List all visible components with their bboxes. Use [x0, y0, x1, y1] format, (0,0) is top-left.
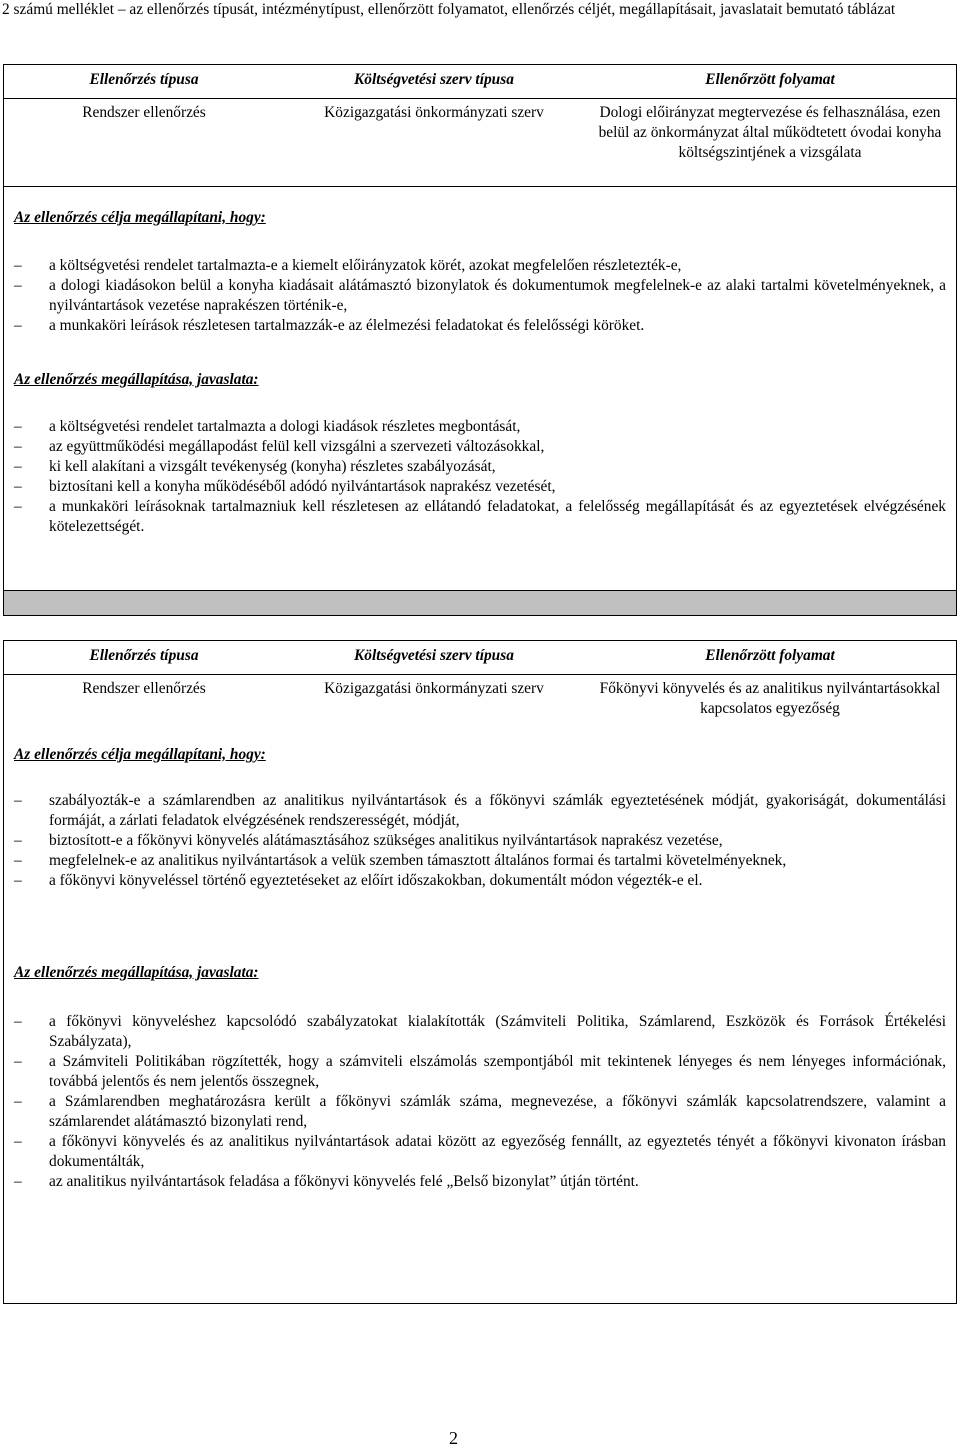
list-item: – a Számviteli Politikában rögzítették, hogy a számviteli elszámolás szempontjából mit tekintenek lényeges és nem lényeges információnak, továbbá jelentős és nem jelentős összegnek,	[4, 1052, 956, 1092]
header-process: Ellenőrzött folyamat	[705, 71, 835, 88]
list-item: – a munkaköri leírásoknak tartalmazniuk kell részletesen az ellátandó feladatokat, a felelősség megállapítását és az egyeztetések elvégzésének kötelezettségét.	[4, 497, 956, 537]
goal-title: Az ellenőrzés célja megállapítani, hogy:	[14, 209, 266, 226]
header-control-type: Ellenőrzés típusa	[89, 71, 199, 88]
list-item: – a főkönyvi könyveléshez kapcsolódó szabályzatokat kialakították (Számviteli Politika, Számlarend, Eszközök és Források Értékelési Szabályzata),	[4, 1012, 956, 1052]
finding-title: Az ellenőrzés megállapítása, javaslata:	[14, 964, 259, 981]
value-budget-type: Közigazgatási önkormányzati szerv	[324, 680, 544, 697]
list-item: – szabályozták-e a számlarendben az analitikus nyilvántartások és a főkönyvi számlák egyeztetésének módját, gyakoriságát, dokumentálási formáját, a zárlati feladatok elvégzésének rendszerességét, módját,	[4, 791, 956, 831]
list-item: – a költségvetési rendelet tartalmazta-e a kiemelt előirányzatok körét, azokat megfelelően részletezték-e,	[4, 256, 956, 276]
list-item: – ki kell alakítani a vizsgált tevékenység (konyha) részletes szabályozását,	[4, 457, 956, 477]
table-header-row	[4, 641, 956, 675]
list-item: – biztosított-e a főkönyvi könyvelés alátámasztásához szükséges analitikus nyilvántartások naprakész vezetése,	[4, 831, 956, 851]
value-control-type: Rendszer ellenőrzés	[82, 680, 206, 697]
intro-text: 2 számú melléklet – az ellenőrzés típusát, intézménytípust, ellenőrzött folyamatot, ellenőrzés céljét, megállapításait, javaslatait bemutató táblázat	[2, 1, 896, 18]
header-budget-type: Költségvetési szerv típusa	[354, 647, 514, 664]
table-header-row	[4, 65, 956, 99]
goal-list	[4, 791, 956, 891]
goal-list	[4, 256, 956, 336]
page-number: 2	[449, 1428, 458, 1448]
list-item: – a főkönyvi könyveléssel történő egyeztetéseket az előírt időszakokban, dokumentált módon végezték-e el.	[4, 871, 956, 891]
value-process: Dologi előirányzat megtervezése és felhasználása, ezen belül az önkormányzat által működtetett óvodai konyha költségszintjének a vizsgálata	[598, 104, 942, 161]
list-item: – a munkaköri leírások részletesen tartalmazzák-e az élelmezési feladatokat és felelősségi köröket.	[4, 316, 956, 336]
list-item: – megfelelnek-e az analitikus nyilvántartások a velük szemben támasztott általános formai és tartalmi követelményeknek,	[4, 851, 956, 871]
finding-list	[4, 417, 956, 537]
list-item: – biztosítani kell a konyha működéséből adódó nyilvántartások naprakész vezetését,	[4, 477, 956, 497]
goal-title: Az ellenőrzés célja megállapítani, hogy:	[14, 746, 266, 763]
list-item: – a Számlarendben meghatározásra került a főkönyvi számlák száma, megnevezése, a főkönyvi számlák kapcsolatrendszere, valamint a számlarendet alátámasztó bizonylati rend,	[4, 1092, 956, 1132]
finding-list	[4, 1012, 956, 1192]
value-control-type: Rendszer ellenőrzés	[82, 104, 206, 121]
value-budget-type: Közigazgatási önkormányzati szerv	[324, 104, 544, 121]
list-item: – a költségvetési rendelet tartalmazta a dologi kiadások részletes megbontását,	[4, 417, 956, 437]
header-budget-type: Költségvetési szerv típusa	[354, 71, 514, 88]
list-item: – az analitikus nyilvántartások feladása a főkönyvi könyvelés felé „Belső bizonylat” útján történt.	[4, 1172, 956, 1192]
separator-bar	[3, 590, 957, 616]
list-item: – a dologi kiadásokon belül a konyha kiadásait alátámasztó bizonylatok és dokumentumok megfelelnek-e az alaki tartalmi követelményeknek, a nyilvántartások vezetése naprakészen történik-e,	[4, 276, 956, 316]
finding-title: Az ellenőrzés megállapítása, javaslata:	[14, 371, 259, 388]
table-value-row	[4, 674, 956, 720]
list-item: – az együttműködési megállapodást felül kell vizsgálni a szervezeti változásokkal,	[4, 437, 956, 457]
header-control-type: Ellenőrzés típusa	[89, 647, 199, 664]
control-table-2	[3, 640, 957, 1304]
table-value-row	[4, 98, 956, 187]
header-process: Ellenőrzött folyamat	[705, 647, 835, 664]
list-item: – a főkönyvi könyvelés és az analitikus nyilvántartások adatai között az egyezőség fennállt, az egyeztetés tényét a főkönyvi kivonaton írásban dokumentálták,	[4, 1132, 956, 1172]
value-process: Főkönyvi könyvelés és az analitikus nyilvántartásokkal kapcsolatos egyezőség	[599, 680, 941, 717]
control-table-1	[3, 64, 957, 591]
